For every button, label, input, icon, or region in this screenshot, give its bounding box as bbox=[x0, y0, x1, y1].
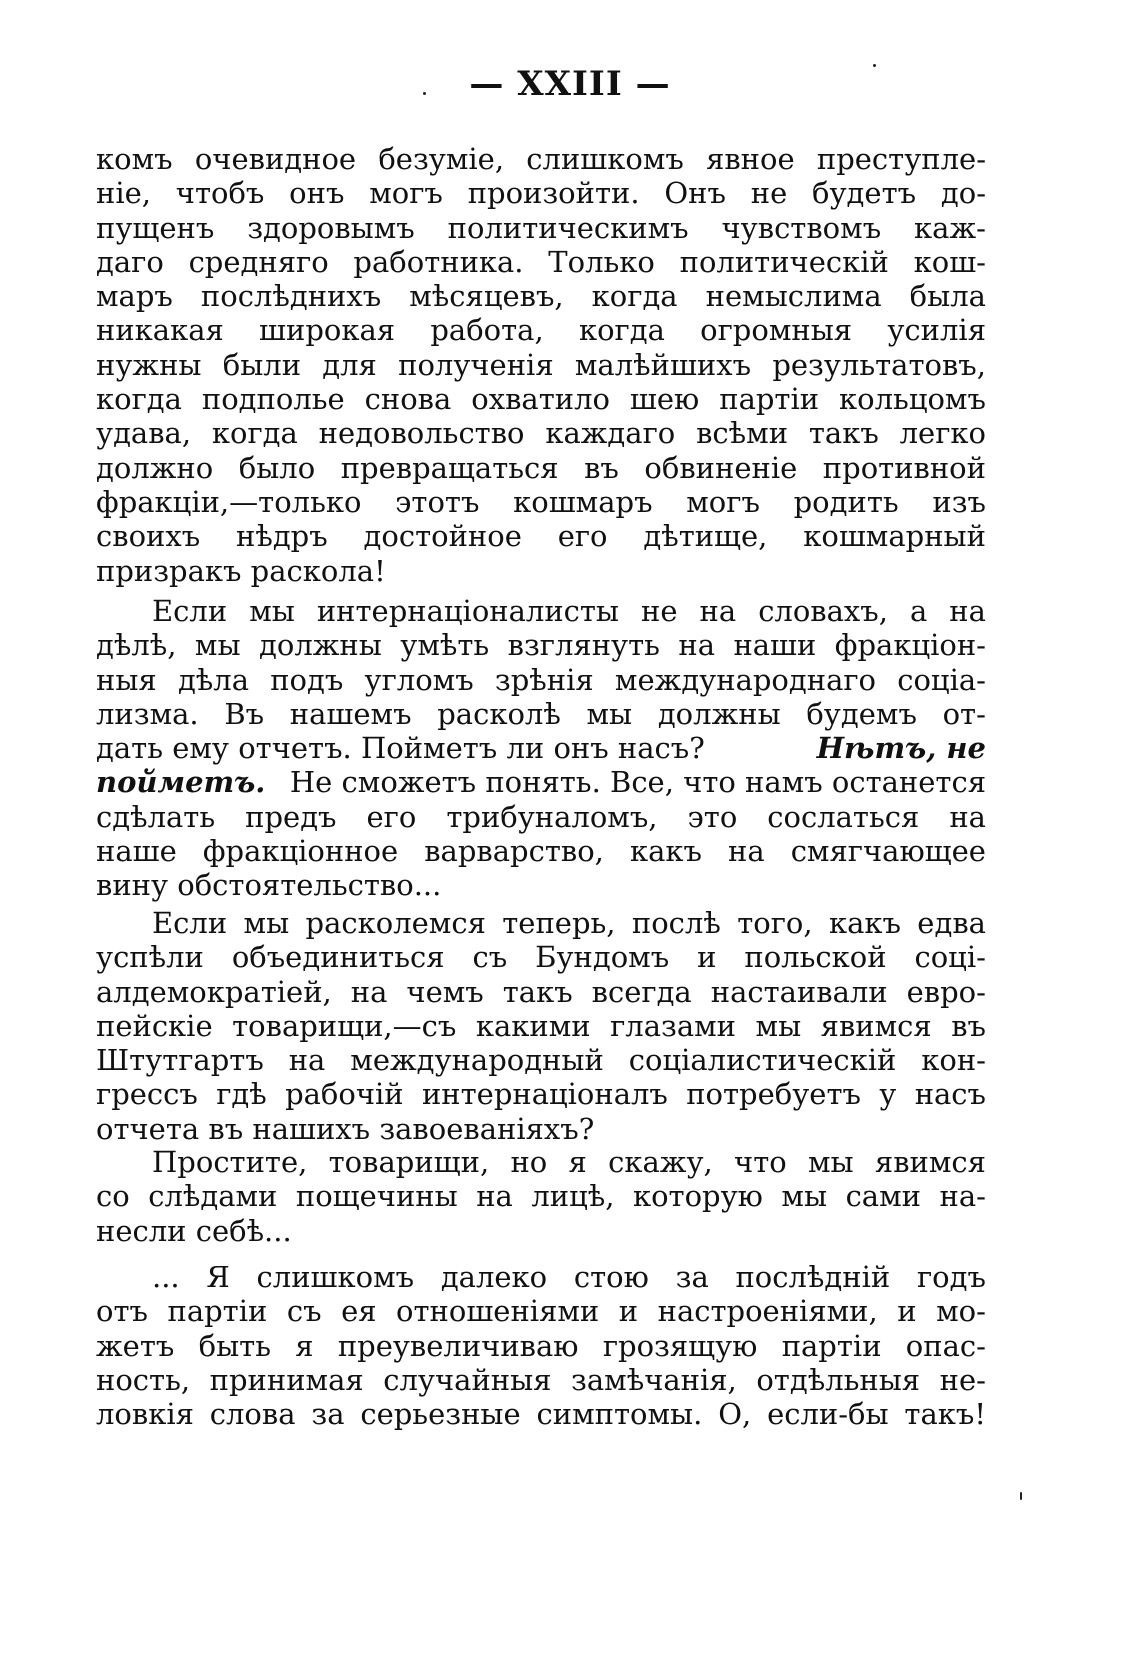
word: Если bbox=[152, 906, 228, 940]
text-line bbox=[96, 1043, 986, 1077]
word: грессъ bbox=[96, 1077, 198, 1112]
word: могъ bbox=[686, 484, 760, 519]
word: послѣднiй bbox=[735, 1260, 891, 1294]
word: интернацiоналисты bbox=[316, 594, 620, 628]
word: слишкомъ bbox=[256, 1260, 415, 1294]
word: мы bbox=[249, 594, 295, 628]
word: умѣть bbox=[400, 628, 490, 663]
word: были bbox=[222, 347, 302, 382]
word: нѣдръ bbox=[236, 519, 328, 554]
word: настаивали bbox=[710, 974, 888, 1009]
text-segment: Не сможетъ понять. Все, что намъ останется bbox=[289, 765, 986, 800]
word: превращаться bbox=[340, 450, 559, 485]
word: настроенiями, bbox=[657, 1294, 878, 1329]
word: принимая bbox=[209, 1362, 364, 1397]
word: мы bbox=[755, 1008, 802, 1043]
word: не bbox=[750, 176, 788, 211]
word: партiи bbox=[167, 1294, 268, 1329]
word: работа, bbox=[430, 313, 544, 348]
word: снова bbox=[364, 382, 452, 417]
text-line bbox=[96, 906, 986, 940]
word: его bbox=[366, 799, 417, 834]
text-line: несли себѣ... bbox=[96, 1213, 292, 1248]
word: на bbox=[350, 974, 388, 1009]
word: лицѣ, bbox=[531, 1179, 615, 1214]
word: угломъ bbox=[364, 662, 474, 697]
word: не bbox=[641, 594, 678, 628]
word: интернацiоналъ bbox=[421, 1077, 668, 1112]
word: мѣсяцевъ, bbox=[409, 279, 564, 314]
text-segment: дать ему отчетъ. Пойметъ ли онъ насъ? bbox=[96, 731, 705, 766]
word: лизма. bbox=[96, 696, 199, 731]
text-line: отчета въ нашихъ завоеванiяхъ? bbox=[96, 1111, 595, 1146]
word: будетъ bbox=[812, 176, 917, 211]
word: Только bbox=[548, 244, 655, 279]
word: фракцiи,—только bbox=[96, 484, 362, 519]
word: нашемъ bbox=[289, 696, 412, 731]
word: со bbox=[96, 1179, 130, 1214]
word: слишкомъ bbox=[526, 142, 684, 176]
scan-speck bbox=[423, 92, 426, 95]
word: результатовъ, bbox=[772, 347, 986, 382]
word: преувеличиваю bbox=[337, 1328, 579, 1363]
word: средняго bbox=[188, 244, 329, 279]
word: смягчающее bbox=[790, 834, 986, 869]
word: въ bbox=[951, 1008, 986, 1043]
word: дѣла bbox=[177, 662, 249, 697]
word: Штутгартъ bbox=[96, 1043, 264, 1078]
word: потребуетъ bbox=[686, 1077, 861, 1112]
word: политическимъ bbox=[447, 210, 689, 245]
word: даго bbox=[96, 244, 164, 279]
word: должны bbox=[657, 696, 781, 731]
word: фракцiонное bbox=[202, 834, 399, 869]
text-line bbox=[96, 975, 986, 1009]
word: Въ bbox=[224, 696, 265, 731]
word: далеко bbox=[440, 1260, 548, 1294]
word: зрѣнiя bbox=[494, 662, 594, 697]
word: ловкiя bbox=[96, 1397, 194, 1432]
word: на bbox=[949, 594, 986, 628]
word: преступле- bbox=[816, 142, 986, 176]
word: своихъ bbox=[96, 519, 201, 554]
word: было bbox=[238, 450, 316, 485]
word: ея bbox=[341, 1294, 377, 1329]
word: отъ bbox=[96, 1294, 148, 1329]
word: послѣ bbox=[631, 906, 721, 940]
word: что bbox=[734, 1145, 787, 1179]
word: польской bbox=[744, 940, 887, 975]
word: явное bbox=[706, 142, 795, 176]
word: явимся bbox=[874, 1145, 986, 1179]
word: очевидное bbox=[194, 142, 357, 176]
word: наши bbox=[733, 628, 817, 663]
text-line bbox=[96, 663, 986, 697]
word: если-бы bbox=[767, 1397, 889, 1432]
text-line bbox=[96, 800, 986, 834]
text-line bbox=[96, 628, 986, 662]
word: варварство, bbox=[424, 834, 604, 869]
word: и bbox=[697, 940, 717, 975]
text-line bbox=[96, 519, 986, 553]
word: слѣдами bbox=[148, 1179, 278, 1214]
word: пощечины bbox=[295, 1179, 458, 1214]
word: каждаго bbox=[545, 416, 676, 451]
word: Если bbox=[152, 594, 228, 628]
word: симптомы. bbox=[536, 1397, 703, 1432]
word: когда bbox=[591, 279, 678, 314]
word: мы bbox=[781, 1179, 828, 1214]
word: не- bbox=[939, 1362, 986, 1397]
word: на bbox=[728, 834, 765, 869]
word: когда bbox=[578, 313, 665, 348]
word: на- bbox=[939, 1179, 986, 1214]
paragraph-5 bbox=[96, 1260, 986, 1431]
word: легко bbox=[899, 416, 986, 451]
paragraph-4 bbox=[96, 1145, 986, 1248]
text-line bbox=[96, 451, 986, 485]
word: усилiя bbox=[887, 313, 986, 348]
word: достойное bbox=[363, 519, 522, 554]
word: мы bbox=[243, 906, 290, 940]
word: какъ bbox=[828, 906, 901, 940]
word: насъ bbox=[914, 1077, 986, 1112]
word: никакая bbox=[96, 313, 224, 348]
word: на bbox=[949, 799, 986, 834]
word: грозящую bbox=[602, 1328, 758, 1363]
word: должно bbox=[96, 450, 214, 485]
word: произойти. bbox=[467, 176, 640, 211]
word: должны bbox=[259, 628, 382, 663]
word: явимся bbox=[820, 1008, 932, 1043]
word: широкая bbox=[259, 313, 396, 348]
word: недовольство bbox=[318, 416, 525, 451]
word: ныя bbox=[96, 662, 157, 697]
word: для bbox=[322, 347, 377, 382]
text-line bbox=[96, 382, 986, 416]
word: подполье bbox=[201, 382, 345, 417]
text-line: призракъ раскола! bbox=[96, 553, 386, 588]
word: дѣтище, bbox=[643, 519, 768, 554]
word: комъ bbox=[96, 142, 173, 176]
word: такъ bbox=[502, 974, 573, 1009]
word: сдѣлать bbox=[96, 799, 216, 834]
word: но bbox=[510, 1145, 548, 1179]
word: соцi- bbox=[914, 940, 986, 975]
word: за bbox=[675, 1260, 709, 1294]
word: когда bbox=[211, 416, 298, 451]
word: сами bbox=[845, 1179, 921, 1214]
word: на bbox=[699, 594, 737, 628]
word: этотъ bbox=[395, 484, 480, 519]
word: мы bbox=[586, 696, 633, 731]
text-line bbox=[96, 1260, 986, 1294]
word: отношенiями bbox=[396, 1294, 600, 1329]
text-line bbox=[96, 697, 986, 731]
word: предъ bbox=[245, 799, 337, 834]
word: мо- bbox=[936, 1294, 986, 1329]
word: за bbox=[311, 1397, 345, 1432]
word: словахъ, bbox=[758, 594, 888, 628]
word: охватило bbox=[471, 382, 610, 417]
word: партiи bbox=[781, 1328, 882, 1363]
word: каж- bbox=[914, 210, 986, 245]
word: на bbox=[678, 628, 715, 663]
word: послѣднихъ bbox=[200, 279, 382, 314]
word: полученiя bbox=[398, 347, 554, 382]
word: партiи bbox=[719, 382, 820, 417]
word: могъ bbox=[369, 176, 443, 211]
word: на bbox=[476, 1179, 513, 1214]
text-line bbox=[96, 1329, 986, 1363]
word: наше bbox=[96, 834, 177, 869]
text-line bbox=[96, 176, 986, 210]
word: шею bbox=[629, 382, 700, 417]
text-line bbox=[96, 211, 986, 245]
word: на bbox=[288, 1043, 326, 1078]
emphasized-text: Нѣтъ, не bbox=[816, 731, 986, 766]
word: пейскiе bbox=[96, 1008, 213, 1043]
word: соцiа- bbox=[897, 662, 986, 697]
word: чемъ bbox=[406, 974, 484, 1009]
word: отдѣльныя bbox=[756, 1362, 921, 1397]
word: здоровымъ bbox=[247, 210, 415, 245]
word: Онъ bbox=[664, 176, 726, 211]
word: нiе, bbox=[96, 176, 151, 211]
paragraph-2 bbox=[96, 594, 986, 903]
word: товарищи,—съ bbox=[232, 1008, 457, 1043]
word: такъ bbox=[808, 416, 879, 451]
word: я bbox=[568, 1145, 587, 1179]
word: дѣлѣ, bbox=[96, 628, 177, 663]
word: и bbox=[618, 1294, 639, 1329]
text-line bbox=[96, 1009, 986, 1043]
word: товарищи, bbox=[328, 1145, 490, 1179]
word: а bbox=[909, 594, 928, 628]
text-line bbox=[96, 940, 986, 974]
word: мы bbox=[194, 628, 241, 663]
text-line bbox=[96, 1145, 986, 1179]
word: нужны bbox=[96, 347, 202, 382]
word: скажу, bbox=[608, 1145, 713, 1179]
word: годъ bbox=[916, 1260, 986, 1294]
word: алдемократiей, bbox=[96, 974, 332, 1009]
word: расколемся bbox=[305, 906, 486, 940]
word: какими bbox=[475, 1008, 591, 1043]
text-line bbox=[96, 594, 986, 628]
word: удава, bbox=[96, 416, 192, 451]
word: Бундомъ bbox=[535, 940, 670, 975]
text-line bbox=[96, 1294, 986, 1328]
word: безумiе, bbox=[378, 142, 505, 176]
word: до- bbox=[940, 176, 986, 211]
text-line bbox=[96, 142, 986, 176]
paragraph-3 bbox=[96, 906, 986, 1146]
word: взглянуть bbox=[507, 628, 660, 663]
page-number: — XXIII — bbox=[469, 64, 671, 104]
text-line bbox=[96, 1179, 986, 1213]
word: мы bbox=[807, 1145, 854, 1179]
word: ность, bbox=[96, 1362, 191, 1397]
word: кольцомъ bbox=[839, 382, 986, 417]
word: политическiй bbox=[679, 244, 889, 279]
text-line bbox=[96, 348, 986, 382]
word: подъ bbox=[270, 662, 344, 697]
word: чтобъ bbox=[175, 176, 265, 211]
scan-speck bbox=[1020, 1492, 1022, 1500]
word: кон- bbox=[921, 1043, 986, 1078]
word: малѣйшихъ bbox=[574, 347, 752, 382]
text-line-with-emphasis bbox=[96, 765, 986, 799]
word: случайныя bbox=[383, 1362, 552, 1397]
word: Простите, bbox=[152, 1145, 308, 1179]
word: замѣчанiя, bbox=[571, 1362, 737, 1397]
text-line bbox=[96, 485, 986, 519]
word: и bbox=[897, 1294, 917, 1329]
word: евро- bbox=[906, 974, 986, 1009]
word: слова bbox=[209, 1397, 296, 1432]
word: кошмарный bbox=[803, 519, 986, 554]
text-line bbox=[96, 416, 986, 450]
word: обвиненiе bbox=[644, 450, 798, 485]
text-line bbox=[96, 1077, 986, 1111]
word: изъ bbox=[932, 484, 986, 519]
text-line bbox=[96, 313, 986, 347]
word: съ bbox=[472, 940, 508, 975]
word: кошмаръ bbox=[513, 484, 653, 519]
word: родить bbox=[793, 484, 899, 519]
word: кош- bbox=[913, 244, 986, 279]
text-line bbox=[96, 279, 986, 313]
word: всегда bbox=[591, 974, 692, 1009]
word: ... bbox=[152, 1260, 180, 1294]
scan-speck bbox=[873, 64, 876, 67]
word: опас- bbox=[905, 1328, 986, 1363]
word: международнаго bbox=[614, 662, 877, 697]
word: трибуналомъ, bbox=[446, 799, 658, 834]
word: Я bbox=[206, 1260, 230, 1294]
word: теперь, bbox=[502, 906, 616, 940]
word: я bbox=[295, 1328, 314, 1363]
word: быть bbox=[198, 1328, 271, 1363]
text-line-with-emphasis bbox=[96, 731, 986, 765]
word: пущенъ bbox=[96, 210, 215, 245]
word: сослаться bbox=[767, 799, 920, 834]
word: чувствомъ bbox=[721, 210, 882, 245]
word: противной bbox=[822, 450, 986, 485]
emphasized-text: пойметъ. bbox=[96, 765, 266, 800]
word: успѣли bbox=[96, 940, 204, 975]
word: серьезные bbox=[360, 1397, 521, 1432]
word: жетъ bbox=[96, 1328, 175, 1363]
word: немыслима bbox=[705, 279, 882, 314]
text-line bbox=[96, 834, 986, 868]
word: глазами bbox=[610, 1008, 737, 1043]
word: всѣми bbox=[696, 416, 789, 451]
word: едва bbox=[917, 906, 986, 940]
word: расколѣ bbox=[437, 696, 561, 731]
word: от- bbox=[942, 696, 986, 731]
word: стою bbox=[573, 1260, 649, 1294]
word: была bbox=[909, 279, 986, 314]
word: такъ! bbox=[904, 1397, 986, 1432]
text-line bbox=[96, 1363, 986, 1397]
text-line: вину обстоятельство... bbox=[96, 868, 442, 903]
word: О, bbox=[718, 1397, 752, 1432]
word: гдѣ bbox=[216, 1077, 267, 1112]
word: онъ bbox=[289, 176, 345, 211]
word: того, bbox=[737, 906, 813, 940]
word: маръ bbox=[96, 279, 173, 314]
word: которую bbox=[632, 1179, 763, 1214]
paragraph-1 bbox=[96, 142, 986, 588]
word: съ bbox=[286, 1294, 322, 1329]
text-line bbox=[96, 245, 986, 279]
word: работника. bbox=[353, 244, 524, 279]
word: огромныя bbox=[700, 313, 853, 348]
word: какъ bbox=[629, 834, 702, 869]
text-line bbox=[96, 1397, 986, 1431]
word: въ bbox=[584, 450, 619, 485]
word: международный bbox=[350, 1043, 604, 1078]
word: у bbox=[879, 1077, 897, 1112]
word: его bbox=[557, 519, 608, 554]
word: объединиться bbox=[231, 940, 445, 975]
word: фракцiон- bbox=[834, 628, 986, 663]
word: когда bbox=[96, 382, 182, 417]
word: будемъ bbox=[806, 696, 917, 731]
word: это bbox=[687, 799, 738, 834]
word: рабочiй bbox=[285, 1077, 404, 1112]
word: соцiалистическiй bbox=[628, 1043, 897, 1078]
